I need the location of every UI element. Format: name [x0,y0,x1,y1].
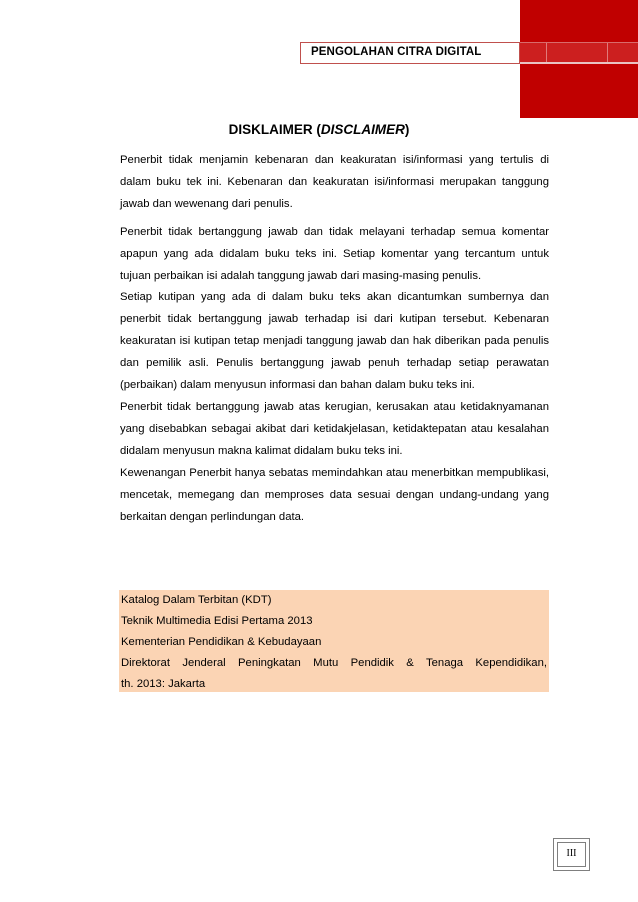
kdt-line-1: Katalog Dalam Terbitan (KDT) [121,594,272,606]
kdt-line-4: Direktorat Jenderal Peningkatan Mutu Pendidik & Tenaga Kependidikan, [121,657,547,669]
paragraph-3: Setiap kutipan yang ada di dalam buku teks akan dicantumkan sumbernya dan penerbit tidak bertanggung jawab terhadap isi dari kutipan tersebut. Kebenaran keakuratan isi kutipan tetap menjadi tanggung jawab dan hak diberikan pada penulis dan pemilik asli. Penulis bertanggung jawab penuh terhadap setiap perawatan (perbaikan) dalam menyusun informasi dan bahan dalam buku teks ini. [120,291,549,392]
running-header [300,42,520,64]
corner-red-block [520,0,638,118]
page-number-box [553,838,590,871]
title-italic: DISCLAIMER [320,122,405,137]
page-title [0,122,638,137]
paragraph-5: Kewenangan Penerbit hanya sebatas memindahkan atau menerbitkan mempublikasi, mencetak, memegang dan memproses data sesuai dengan undang-undang yang berkaitan dengan perlindungan data. [120,466,549,523]
catalog-box [119,590,549,692]
title-main: DISKLAIMER ( [228,122,321,137]
header-tab-notch [546,43,608,63]
title-close: ) [404,122,410,137]
kdt-line-5: th. 2013: Jakarta [121,678,206,690]
page-number: III [566,848,577,859]
paragraph-4: Penerbit tidak bertanggung jawab atas kerugian, kerusakan atau ketidaknyamanan yang disebabkan sebagai akibat dari ketidakjelasan, ketidaktepatan atau kesalahan didalam menyusun makna kalimat didalam buku teks ini. [120,400,549,457]
running-header-title: PENGOLAHAN CITRA DIGITAL [311,46,482,58]
kdt-line-3: Kementerian Pendidikan & Kebudayaan [121,636,322,648]
kdt-line-2: Teknik Multimedia Edisi Pertama 2013 [121,615,313,627]
paragraph-2: Penerbit tidak bertanggung jawab dan tidak melayani terhadap semua komentar apapun yang ada didalam buku teks ini. Setiap komentar yang tercantum untuk tujuan perbaikan isi adalah tanggung jawab dari masing-masing penulis. [120,225,549,282]
header-tab-strip [520,42,638,64]
paragraph-1: Penerbit tidak menjamin kebenaran dan keakuratan isi/informasi yang tertulis di dalam buku tek ini. Kebenaran dan keakuratan isi/informasi merupakan tanggung jawab dan wewenang dari penulis. [120,154,549,210]
disclaimer-body [120,150,549,528]
